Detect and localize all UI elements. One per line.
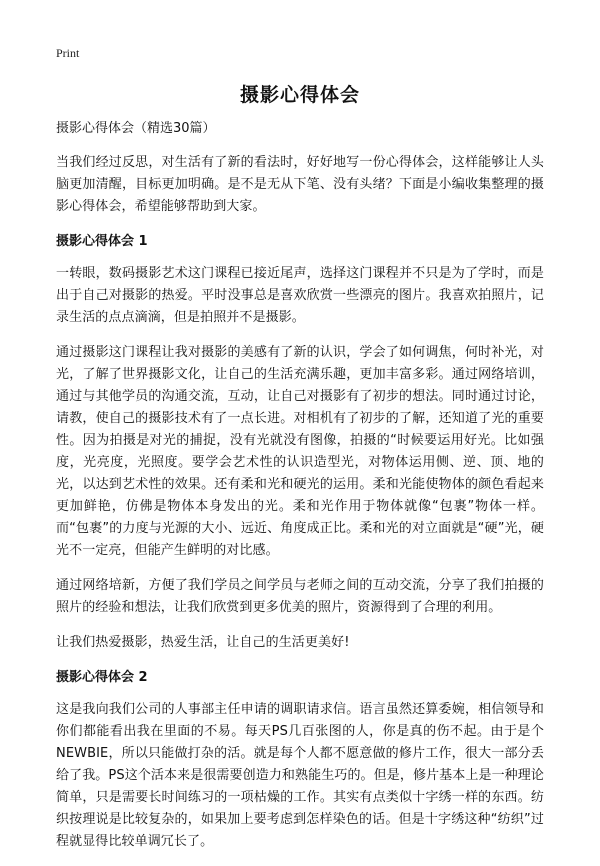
section-paragraph: 这是我向我们公司的人事部主任申请的调职请求信。语言虽然还算委婉，相信领导和你们都能看出我在里面的不易。每天PS几百张图的人，你是真的伤不起。由于是个NEWBIE，所以只能做打杂的活。就是每个人都不愿意做的修片工作，很大一部分丢给了我。PS这个活本来是很需要创造力和熟能生巧的。但是，修片基本上是一种理论简单，只是需要长时间练习的一项枯燥的工作。其实有点类似十字绣一样的东西。纺织按理说是比较复杂的，如果加上要考虑到怎样染色的话。但是十字绣这种“纺织”过程就显得比较单调冗长了。 xyxy=(56,702,544,849)
print-label: Print xyxy=(56,46,80,60)
document-subtitle: 摄影心得体会（精选30篇） xyxy=(56,121,216,136)
section-paragraph: 一转眼，数码摄影艺术这门课程已接近尾声，选择这门课程并不只是为了学时，而是出于自己对摄影的热爱。平时没事总是喜欢欣赏一些漂亮的图片。我喜欢拍照片，记录生活的点点滴滴，但是拍照并不是摄影。 xyxy=(56,266,544,325)
section-paragraph: 通过摄影这门课程让我对摄影的美感有了新的认识，学会了如何调焦，何时补光，对光，了解了世界摄影文化，让自己的生活充满乐趣，更加丰富多彩。通过网络培训，通过与其他学员的沟通交流，互动，让自己对摄影有了初步的想法。同时通过讨论，请教，使自己的摄影技术有了一点长进。对相机有了初步的了解，还知道了光的重要性。因为拍摄是对光的捕捉，没有光就没有图像，拍摄的“时候要运用好光。比如强度，光亮度，光照度。要学会艺术性的认识造型光，对物体运用侧、逆、顶、地的光，以达到艺术性的效果。还有柔和光和硬光的运用。柔和光能使物体的颜色看起来更加鲜艳，仿佛是物体本身发出的光。柔和光作用于物体就像“包裹”物体一样。而“包裹”的力度与光源的大小、远近、角度成正比。柔和光的对立面就是“硬”光，硬光不一定亮，但能产生鲜明的对比感。 xyxy=(56,345,544,558)
section-1 xyxy=(56,231,544,654)
intro-paragraph: 当我们经过反思，对生活有了新的看法时，好好地写一份心得体会，这样能够让人头脑更加清醒，目标更加明确。是不是无从下笔、没有头绪？下面是小编收集整理的摄影心得体会，希望能够帮助到大家。 xyxy=(56,155,544,214)
section-paragraph: 让我们热爱摄影，热爱生活，让自己的生活更美好! xyxy=(56,635,350,650)
section-heading: 摄影心得体会 1 xyxy=(56,234,148,249)
section-heading: 摄影心得体会 2 xyxy=(56,670,148,685)
document-title: 摄影心得体会 xyxy=(239,84,360,106)
document-body xyxy=(56,118,544,866)
section-paragraph: 通过网络培新，方便了我们学员之间学员与老师之间的互动交流，分享了我们拍摄的照片的经验和想法，让我们欣赏到更多优美的照片，资源得到了合理的利用。 xyxy=(56,578,544,615)
section-2 xyxy=(56,667,544,853)
